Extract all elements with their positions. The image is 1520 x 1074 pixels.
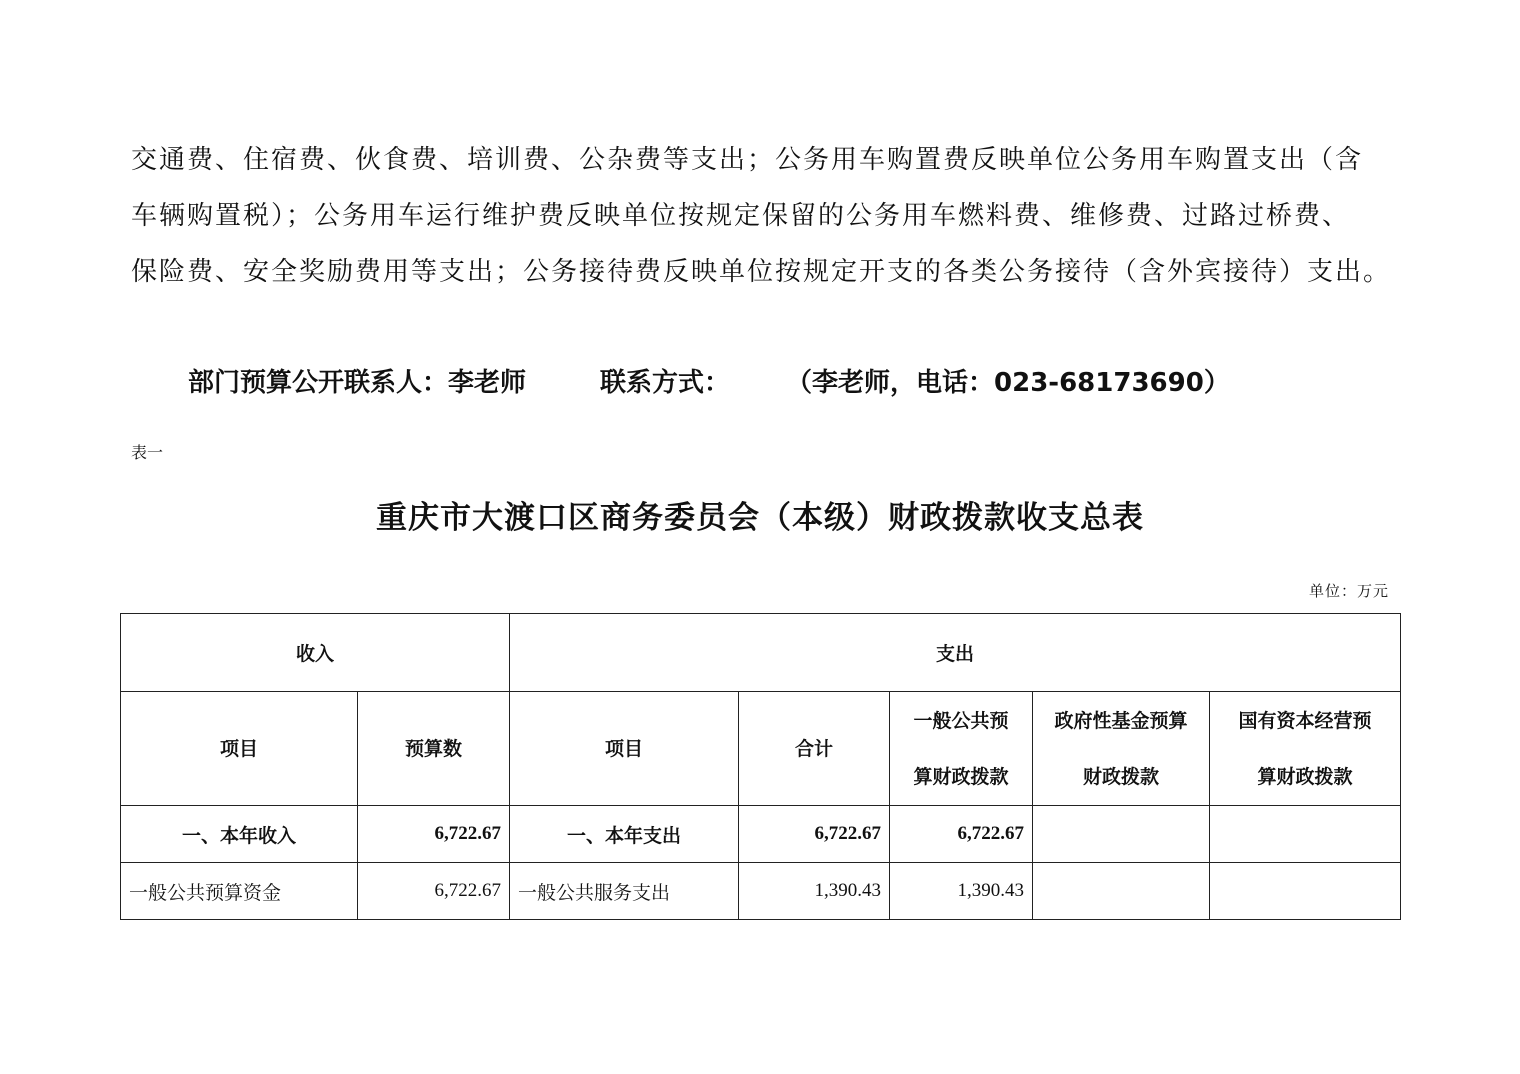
col-fund-line-1: 政府性基金预算 bbox=[1054, 709, 1188, 732]
expense-item-cell: 一般公共服务支出 bbox=[510, 863, 739, 920]
col-state-line-2: 算财政拨款 bbox=[1257, 765, 1353, 788]
income-item-cell: 一般公共预算资金 bbox=[121, 863, 358, 920]
state-capital-cell bbox=[1210, 863, 1401, 920]
paragraph-line-2: 车辆购置税）；公务用车运行维护费反映单位按规定保留的公务用车燃料费、维修费、过路过桥费、 bbox=[131, 201, 1351, 231]
col-fund-budget bbox=[1033, 692, 1210, 806]
table-header-top bbox=[121, 614, 1401, 692]
table-label: 表一 bbox=[131, 443, 164, 462]
col-state-capital-budget bbox=[1210, 692, 1401, 806]
col-expense-item: 项目 bbox=[510, 692, 739, 806]
contact-line bbox=[188, 366, 1230, 400]
general-budget-cell: 1,390.43 bbox=[890, 863, 1033, 920]
total-cell: 1,390.43 bbox=[739, 863, 890, 920]
page-title: 重庆市大渡口区商务委员会（本级）财政拨款收支总表 bbox=[376, 500, 1144, 536]
income-item-cell: 一、本年收入 bbox=[121, 806, 358, 863]
budget-table bbox=[120, 613, 1401, 920]
col-income-item: 项目 bbox=[121, 692, 358, 806]
expense-header: 支出 bbox=[510, 614, 1401, 692]
col-state-line-1: 国有资本经营预 bbox=[1238, 709, 1372, 732]
table-row bbox=[121, 806, 1401, 863]
state-capital-cell bbox=[1210, 806, 1401, 863]
paragraph-line-3: 保险费、安全奖励费用等支出；公务接待费反映单位按规定开支的各类公务接待（含外宾接待）支出。 bbox=[131, 257, 1392, 287]
col-total: 合计 bbox=[739, 692, 890, 806]
table-row bbox=[121, 863, 1401, 920]
income-header: 收入 bbox=[121, 614, 510, 692]
general-budget-cell: 6,722.67 bbox=[890, 806, 1033, 863]
col-general-budget bbox=[890, 692, 1033, 806]
col-general-line-2: 算财政拨款 bbox=[913, 765, 1009, 788]
contact-person: 部门预算公开联系人：李老师 bbox=[188, 368, 527, 398]
contact-method-label: 联系方式： bbox=[600, 368, 731, 398]
col-income-budget: 预算数 bbox=[358, 692, 510, 806]
expense-item-cell: 一、本年支出 bbox=[510, 806, 739, 863]
contact-method-value: （李老师，电话：023-68173690） bbox=[786, 368, 1230, 398]
income-budget-cell: 6,722.67 bbox=[358, 863, 510, 920]
paragraph-line-1: 交通费、住宿费、伙食费、培训费、公杂费等支出；公务用车购置费反映单位公务用车购置支出（含 bbox=[131, 145, 1364, 175]
unit-label: 单位：万元 bbox=[1308, 582, 1389, 600]
income-budget-cell: 6,722.67 bbox=[358, 806, 510, 863]
fund-budget-cell bbox=[1033, 863, 1210, 920]
total-cell: 6,722.67 bbox=[739, 806, 890, 863]
table-header-sub bbox=[121, 692, 1401, 806]
col-general-line-1: 一般公共预 bbox=[913, 709, 1009, 732]
col-fund-line-2: 财政拨款 bbox=[1083, 765, 1160, 788]
fund-budget-cell bbox=[1033, 806, 1210, 863]
